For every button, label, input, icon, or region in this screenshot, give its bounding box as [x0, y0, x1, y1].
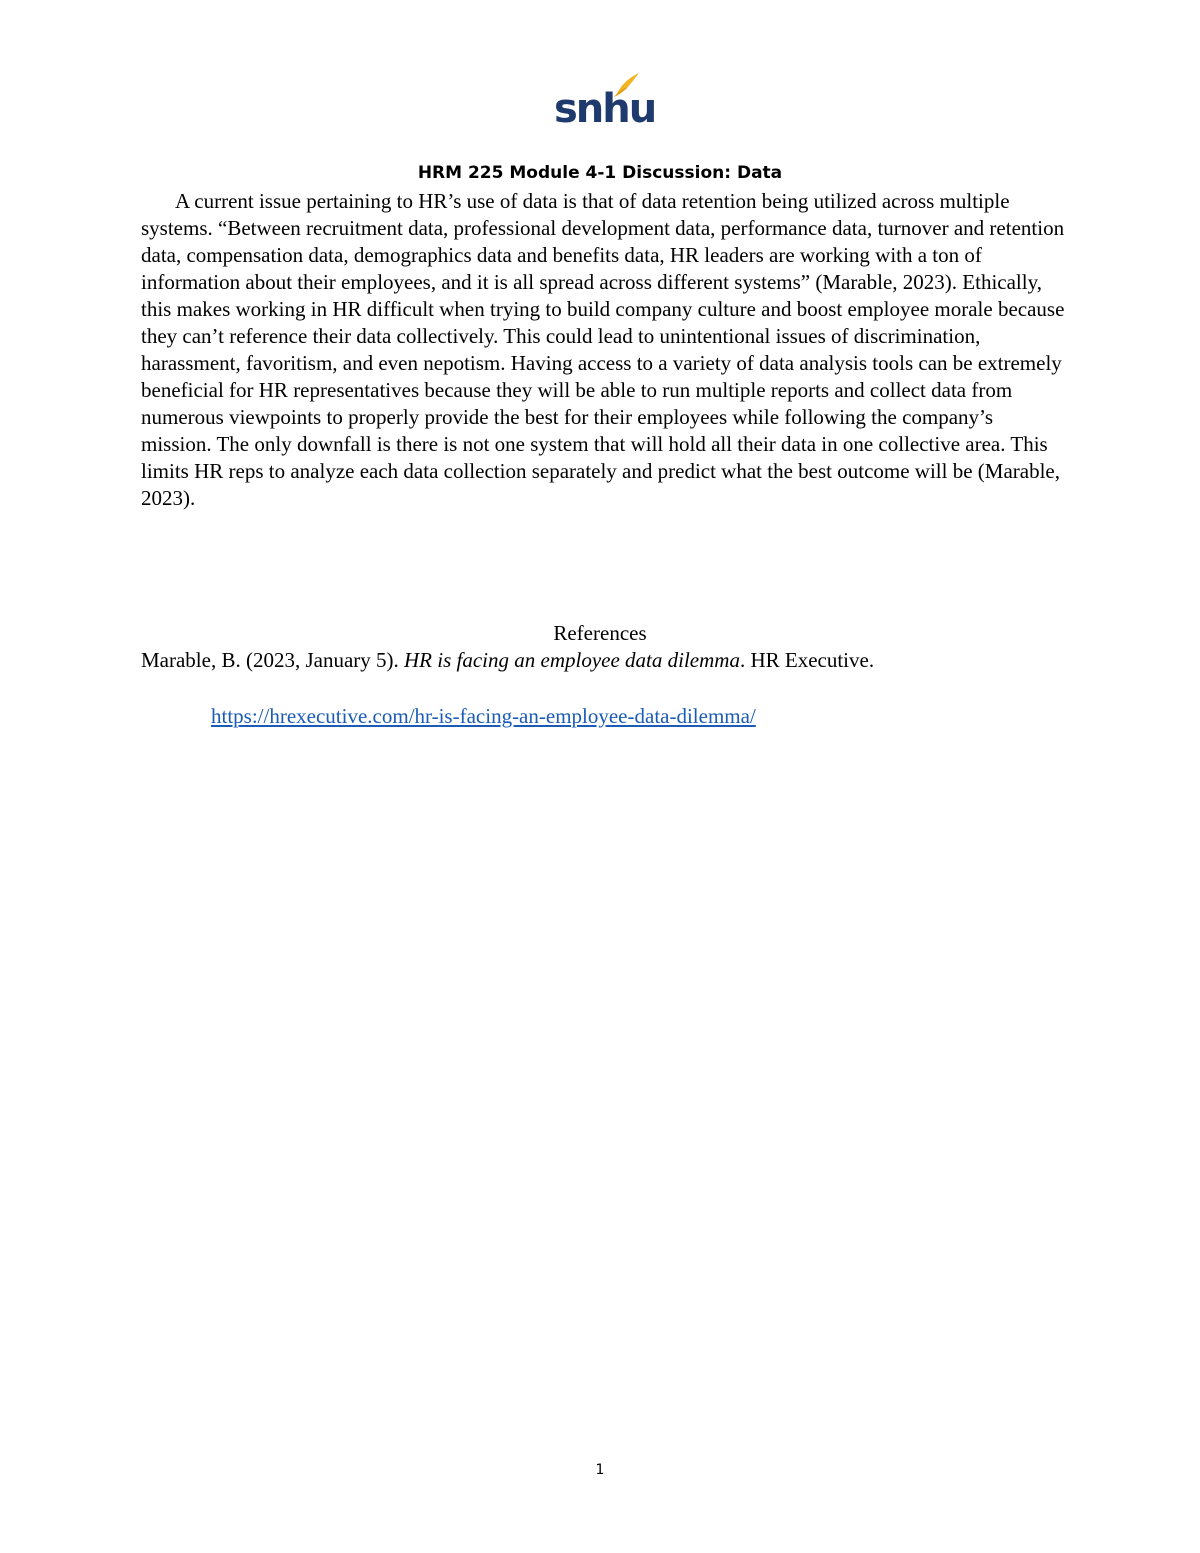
references-heading: References: [553, 621, 647, 645]
snhu-logo: [554, 72, 656, 134]
reference-authors-date: Marable, B. (2023, January 5).: [141, 648, 405, 672]
reference-article-title: HR is facing an employee data dilemma: [404, 648, 740, 672]
body-paragraph: A current issue pertaining to HR’s use of data is that of data retention being utilized across multiple systems. “Between recruitment data, professional development data, performance data, turnover and retention data, compensation data, demographics data and benefits data, HR leaders are working with a ton of information about their employees, and it is all spread across different systems” (Marable, 2023). Ethically, this makes working in HR difficult when trying to build company culture and boost employee morale because they can’t reference their data collectively. This could lead to unintentional issues of discrimination, harassment, favoritism, and even nepotism. Having access to a variety of data analysis tools can be extremely beneficial for HR representatives because they will be able to run multiple reports and collect data from numerous viewpoints to properly provide the best for their employees while following the company’s mission. The only downfall is there is not one system that will hold all their data in one collective area. This limits HR reps to analyze each data collection separately and predict what the best outcome will be (Marable, 2023).: [141, 189, 1065, 510]
reference-entry: [141, 647, 874, 674]
page-number: 1: [595, 1462, 605, 1478]
logo-wordmark: snhu: [554, 86, 656, 132]
reference-url-link[interactable]: https://hrexecutive.com/hr-is-facing-an-employee-data-dilemma/: [211, 704, 756, 728]
reference-publisher: . HR Executive.: [739, 648, 875, 672]
document-title: HRM 225 Module 4-1 Discussion: Data: [417, 163, 783, 183]
